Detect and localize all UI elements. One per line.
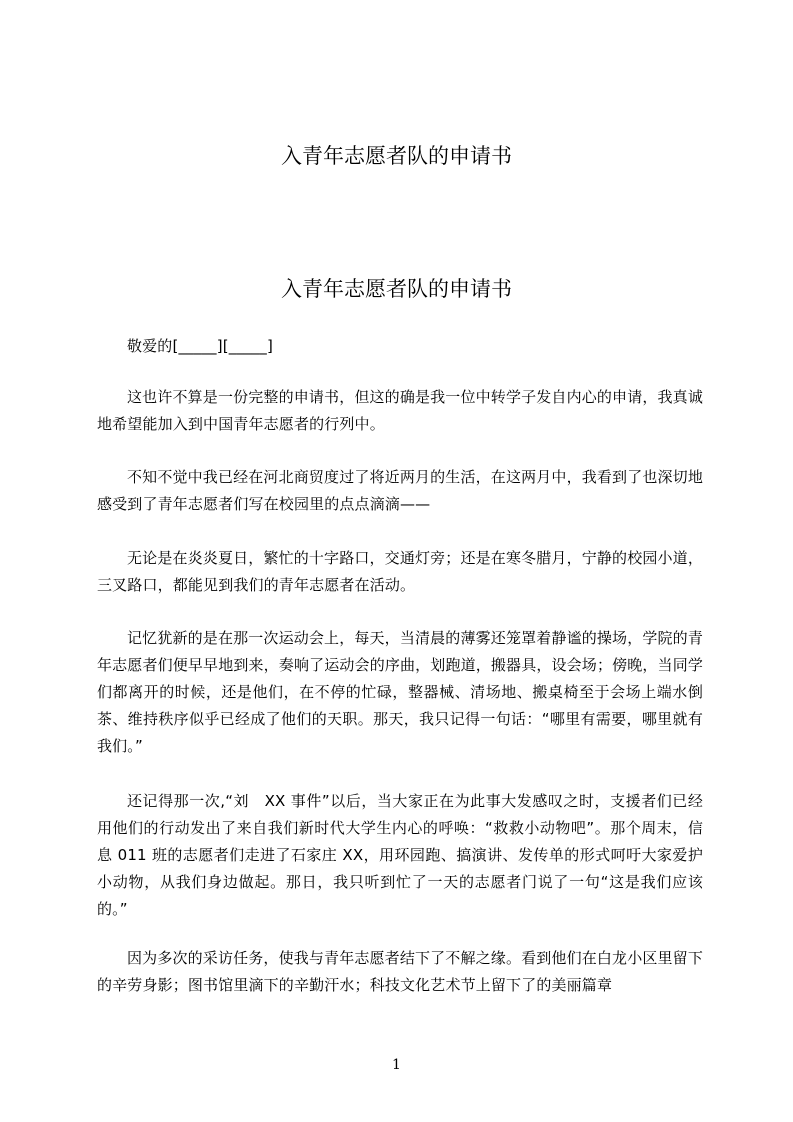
paragraph-4: 记忆犹新的是在那一次运动会上，每天，当清晨的薄雾还笼罩着静谧的操场，学院的青年志愿者们便早早地到来，奏响了运动会的序曲，划跑道，搬器具，设会场；傍晚，当同学们都离开的时候，还是他们，在不停的忙碌，整器械、清场地、搬桌椅至于会场上端水倒茶、维持秩序似乎已经成了他们的天职。那天，我只记得一句话：“哪里有需要，哪里就有我们。” bbox=[97, 629, 704, 755]
paragraph-3: 无论是在炎炎夏日，繁忙的十字路口，交通灯旁；还是在寒冬腊月，宁静的校园小道，三叉路口，都能见到我们的青年志愿者在活动。 bbox=[97, 549, 703, 594]
salutation: 敬爱的[_____][_____] bbox=[127, 337, 273, 355]
paragraph-2: 不知不觉中我已经在河北商贸度过了将近两月的生活，在这两月中，我看到了也深切地感受到了青年志愿者们写在校园里的点点滴滴—— bbox=[97, 468, 703, 513]
paragraph-6: 因为多次的采访任务，使我与青年志愿者结下了不解之缘。看到他们在白龙小区里留下的辛劳身影；图书馆里滴下的辛勤汗水；科技文化艺术节上留下了的美丽篇章 bbox=[97, 949, 703, 994]
paragraph-5: 还记得那一次,“刘 XX 事件”以后，当大家正在为此事大发感叹之时，支援者们已经用他们的行动发出了来自我们新时代大学生内心的呼唤：“救救小动物吧”。那个周末，信息 011 班的志愿者们走进了石家庄 XX，用环园跑、搞演讲、发传单的形式呵吁大家爱护小动物，从我们身边做起。那日，我只听到忙了一天的志愿者门说了一句“这是我们应该的。” bbox=[97, 792, 703, 918]
document-header-title: 入青年志愿者队的申请书 bbox=[281, 144, 512, 168]
page-number: 1 bbox=[392, 1057, 401, 1073]
paragraph-1: 这也许不算是一份完整的申请书，但这的确是我一位中转学子发自内心的申请，我真诚地希望能加入到中国青年志愿者的行列中。 bbox=[97, 388, 703, 433]
document-main-title: 入青年志愿者队的申请书 bbox=[281, 277, 512, 301]
